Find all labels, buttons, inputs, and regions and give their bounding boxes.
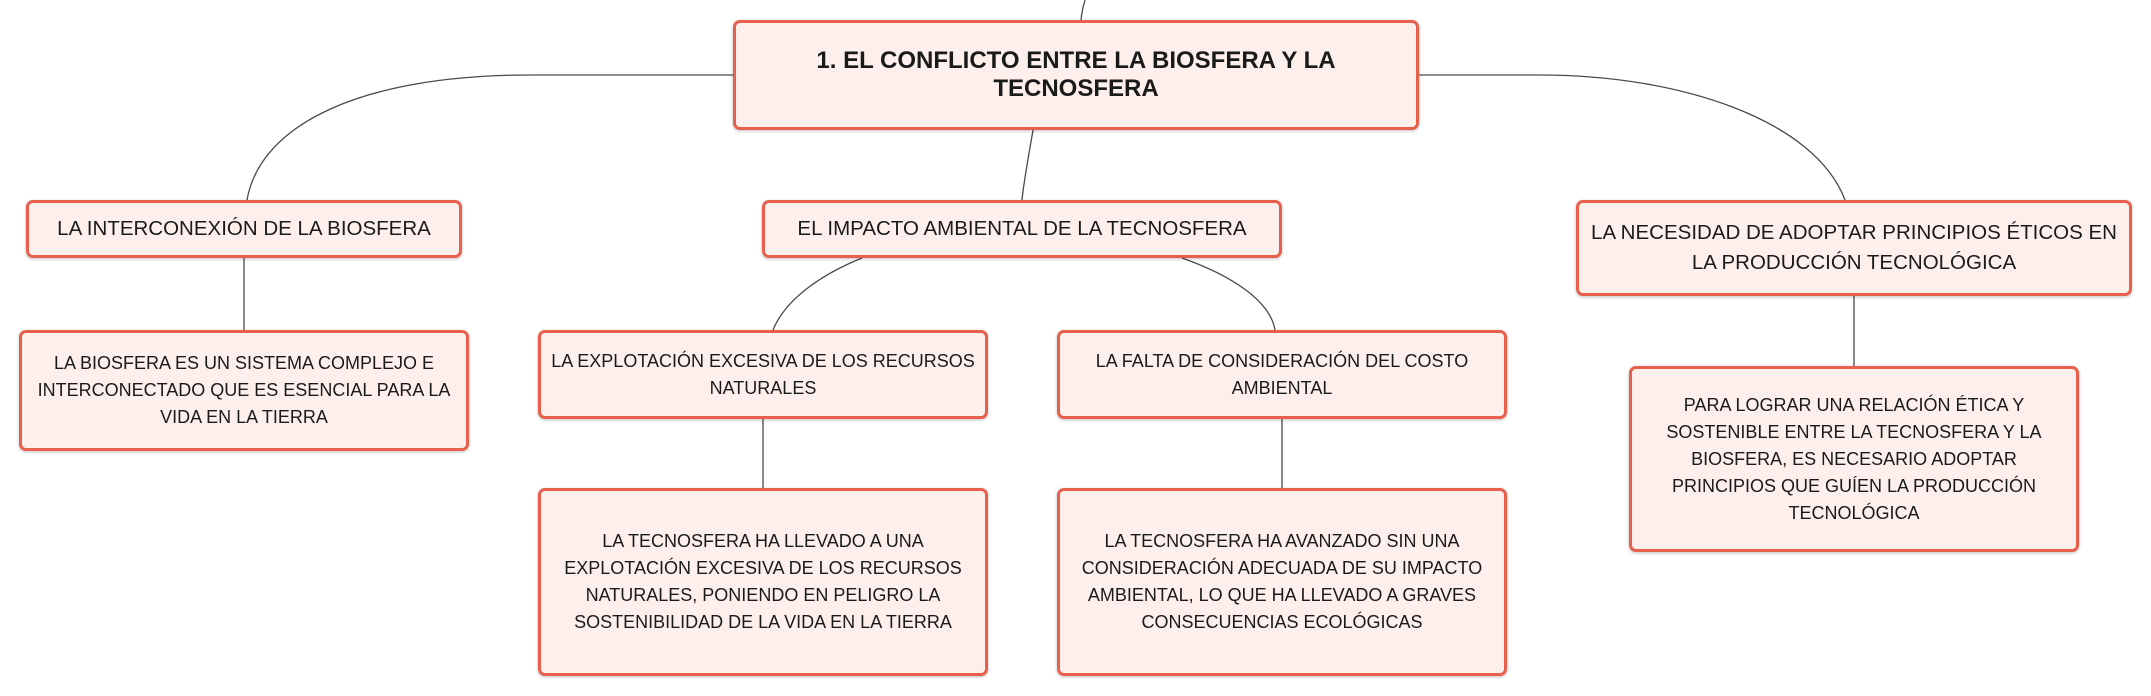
topic-label-interconexion-biosfera: LA INTERCONEXIÓN DE LA BIOSFERA: [57, 217, 431, 240]
connector-root-biosfera: [247, 75, 733, 200]
detail-node-biosfera[interactable]: [19, 330, 469, 451]
root-topic-node[interactable]: [733, 20, 1419, 130]
topic-label-impacto-ambiental: EL IMPACTO AMBIENTAL DE LA TECNOSFERA: [797, 217, 1247, 240]
detail-text-principios-eticos: PARA LOGRAR UNA RELACIÓN ÉTICA Y SOSTENIBLE ENTRE LA TECNOSFERA Y LA BIOSFERA, ES NECESARIO ADOPTAR PRINCIPIOS QUE GUÍEN LA PRODUCCIÓN TECNOLÓGICA: [1666, 394, 2042, 523]
detail-node-costo-ambiental[interactable]: [1057, 488, 1507, 676]
topic-node-impacto-ambiental[interactable]: [762, 200, 1282, 258]
connector-root-parent: [1081, 0, 1085, 20]
subtopic-node-explotacion-excesiva[interactable]: [538, 330, 988, 419]
detail-node-principios-eticos[interactable]: [1629, 366, 2079, 552]
root-topic-label: 1. EL CONFLICTO ENTRE LA BIOSFERA Y LA TECNOSFERA: [816, 47, 1336, 102]
topic-label-principios-eticos: LA NECESIDAD DE ADOPTAR PRINCIPIOS ÉTICOS EN LA PRODUCCIÓN TECNOLÓGICA: [1591, 221, 2117, 274]
connector-root-impacto: [1022, 130, 1033, 200]
connector-impacto-costo: [1182, 258, 1275, 330]
connector-root-etica: [1419, 75, 1845, 200]
connector-impacto-explotacion: [773, 258, 862, 330]
detail-text-costo-ambiental: LA TECNOSFERA HA AVANZADO SIN UNA CONSIDERACIÓN ADECUADA DE SU IMPACTO AMBIENTAL, LO QUE HA LLEVADO A GRAVES CONSECUENCIAS ECOLÓGICAS: [1081, 531, 1483, 632]
detail-text-explotacion: LA TECNOSFERA HA LLEVADO A UNA EXPLOTACIÓN EXCESIVA DE LOS RECURSOS NATURALES, PONIENDO EN PELIGRO LA SOSTENIBILIDAD DE LA VIDA EN LA TIERRA: [564, 531, 962, 632]
topic-node-interconexion-biosfera[interactable]: [26, 200, 462, 258]
subtopic-node-falta-consideracion[interactable]: [1057, 330, 1507, 419]
topic-node-principios-eticos[interactable]: [1576, 200, 2132, 296]
detail-text-biosfera: LA BIOSFERA ES UN SISTEMA COMPLEJO E INTERCONECTADO QUE ES ESENCIAL PARA LA VIDA EN LA TIERRA: [37, 353, 451, 427]
subtopic-label-falta-consideracion: LA FALTA DE CONSIDERACIÓN DEL COSTO AMBIENTAL: [1095, 350, 1469, 398]
detail-node-explotacion[interactable]: [538, 488, 988, 676]
subtopic-label-explotacion-excesiva: LA EXPLOTACIÓN EXCESIVA DE LOS RECURSOS NATURALES: [551, 350, 975, 398]
